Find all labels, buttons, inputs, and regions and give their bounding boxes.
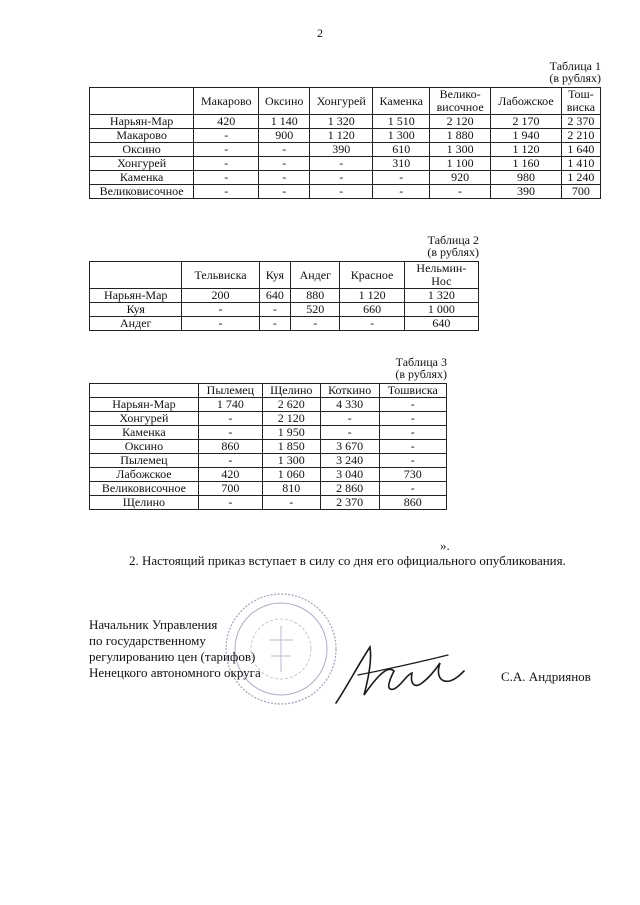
- row-header-cell: Каменка: [90, 171, 194, 185]
- table-row: [90, 185, 601, 199]
- table-cell: -: [310, 185, 373, 199]
- table3-caption: Таблица 3: [395, 355, 447, 369]
- table-cell: 1 410: [561, 157, 600, 171]
- table-cell: 1 950: [262, 426, 320, 440]
- table1-column-header: Тош- виска: [561, 88, 600, 115]
- table-cell: 420: [198, 468, 262, 482]
- table-cell: 640: [404, 317, 478, 331]
- table-cell: -: [259, 303, 291, 317]
- table-cell: 390: [310, 143, 373, 157]
- table-row: [90, 303, 479, 317]
- row-header-cell: Великовисочное: [90, 185, 194, 199]
- table-cell: 1 640: [561, 143, 600, 157]
- table-cell: 700: [561, 185, 600, 199]
- table-cell: 1 160: [491, 157, 562, 171]
- table-cell: 1 940: [491, 129, 562, 143]
- table-cell: 3 240: [320, 454, 379, 468]
- table-cell: 1 510: [373, 115, 430, 129]
- table1-column-header: Велико- височное: [430, 88, 491, 115]
- table1-header-row: [90, 88, 601, 115]
- table-cell: -: [194, 185, 259, 199]
- table-cell: -: [320, 426, 379, 440]
- table-cell: 3 040: [320, 468, 379, 482]
- table-row: [90, 496, 447, 510]
- table2-column-header: Нельмин- Нос: [404, 262, 478, 289]
- table-cell: 1 300: [430, 143, 491, 157]
- table-row: [90, 454, 447, 468]
- row-header-cell: Хонгурей: [90, 412, 199, 426]
- table-cell: 4 330: [320, 398, 379, 412]
- row-header-cell: Нарьян-Мар: [90, 115, 194, 129]
- table-cell: -: [379, 398, 446, 412]
- table-cell: 730: [379, 468, 446, 482]
- table-cell: 2 210: [561, 129, 600, 143]
- table3-caption-block: [280, 356, 447, 380]
- table-row: [90, 440, 447, 454]
- table3-column-header: Щелино: [262, 384, 320, 398]
- row-header-cell: Великовисочное: [90, 482, 199, 496]
- row-header-cell: Пылемец: [90, 454, 199, 468]
- table-cell: -: [259, 317, 291, 331]
- table-cell: -: [198, 496, 262, 510]
- table2-column-header: Красное: [340, 262, 404, 289]
- signatory-title-line-2: по государственному: [89, 633, 206, 648]
- table-cell: 1 060: [262, 468, 320, 482]
- table-cell: 900: [259, 129, 310, 143]
- table-cell: -: [182, 317, 259, 331]
- table-cell: 880: [291, 289, 340, 303]
- table2-column-header: Андег: [291, 262, 340, 289]
- table-cell: 1 880: [430, 129, 491, 143]
- handwritten-signature: [328, 625, 468, 720]
- table-row: [90, 482, 447, 496]
- table-cell: 980: [491, 171, 562, 185]
- table-cell: -: [310, 171, 373, 185]
- table3-column-header: Коткино: [320, 384, 379, 398]
- signatory-name: С.А. Андриянов: [501, 669, 591, 684]
- closing-quote: ».: [440, 538, 450, 553]
- row-header-cell: Нарьян-Мар: [90, 398, 199, 412]
- table2-header-row: [90, 262, 479, 289]
- table-cell: 810: [262, 482, 320, 496]
- row-header-cell: Каменка: [90, 426, 199, 440]
- table-cell: -: [259, 157, 310, 171]
- table1-column-header: Хонгурей: [310, 88, 373, 115]
- table-row: [90, 468, 447, 482]
- table-cell: 1 120: [340, 289, 404, 303]
- table2-caption: Таблица 2: [427, 233, 479, 247]
- table-cell: 640: [259, 289, 291, 303]
- table1-column-header: Оксино: [259, 88, 310, 115]
- table-cell: 1 850: [262, 440, 320, 454]
- table-cell: 1 100: [430, 157, 491, 171]
- table-cell: 520: [291, 303, 340, 317]
- table2-column-header: Куя: [259, 262, 291, 289]
- table-cell: -: [198, 426, 262, 440]
- table-cell: -: [198, 454, 262, 468]
- signatory-title-line-1: Начальник Управления: [89, 617, 218, 632]
- table-cell: 3 670: [320, 440, 379, 454]
- table-cell: 860: [198, 440, 262, 454]
- table-cell: 1 320: [310, 115, 373, 129]
- row-header-cell: Куя: [90, 303, 182, 317]
- table1-unit: (в рублях): [549, 71, 601, 85]
- table-row: [90, 115, 601, 129]
- table-cell: -: [194, 143, 259, 157]
- table-row: [90, 157, 601, 171]
- table-cell: -: [320, 412, 379, 426]
- table3-column-header: [90, 384, 199, 398]
- signature-block: [89, 617, 261, 681]
- table2-unit: (в рублях): [427, 245, 479, 259]
- row-header-cell: Хонгурей: [90, 157, 194, 171]
- table3-unit: (в рублях): [395, 367, 447, 381]
- table-cell: -: [291, 317, 340, 331]
- table-row: [90, 426, 447, 440]
- row-header-cell: Оксино: [90, 143, 194, 157]
- table1-column-header: [90, 88, 194, 115]
- table-cell: -: [430, 185, 491, 199]
- table-cell: -: [262, 496, 320, 510]
- table-cell: -: [379, 482, 446, 496]
- table-cell: -: [310, 157, 373, 171]
- table-cell: -: [259, 143, 310, 157]
- table-cell: 660: [340, 303, 404, 317]
- order-paragraph: 2. Настоящий приказ вступает в силу со дня его официального опубликования.: [129, 553, 566, 568]
- row-header-cell: Нарьян-Мар: [90, 289, 182, 303]
- table-row: [90, 317, 479, 331]
- table-cell: 1 300: [373, 129, 430, 143]
- table-cell: -: [373, 171, 430, 185]
- table-cell: -: [379, 412, 446, 426]
- row-header-cell: Макарово: [90, 129, 194, 143]
- table1-column-header: Макарово: [194, 88, 259, 115]
- table-cell: -: [194, 171, 259, 185]
- table-cell: -: [194, 157, 259, 171]
- table-cell: 2 370: [561, 115, 600, 129]
- table-row: [90, 412, 447, 426]
- table-cell: 390: [491, 185, 562, 199]
- table1-caption: Таблица 1: [549, 59, 601, 73]
- table-cell: -: [373, 185, 430, 199]
- table-cell: 1 140: [259, 115, 310, 129]
- table-cell: -: [379, 454, 446, 468]
- table-cell: 610: [373, 143, 430, 157]
- price-table-1: [89, 87, 601, 199]
- table-cell: 1 120: [310, 129, 373, 143]
- price-table-2: [89, 261, 479, 331]
- table-cell: 420: [194, 115, 259, 129]
- table-cell: -: [259, 171, 310, 185]
- page-number: 2: [317, 26, 323, 40]
- price-table-3: [89, 383, 447, 510]
- table-cell: 1 300: [262, 454, 320, 468]
- table-cell: -: [194, 129, 259, 143]
- table3-header-row: [90, 384, 447, 398]
- table-cell: 2 370: [320, 496, 379, 510]
- table-cell: 310: [373, 157, 430, 171]
- table-cell: 2 120: [262, 412, 320, 426]
- table-cell: 860: [379, 496, 446, 510]
- table-row: [90, 143, 601, 157]
- table-cell: 1 320: [404, 289, 478, 303]
- table-row: [90, 289, 479, 303]
- table3-column-header: Пылемец: [198, 384, 262, 398]
- table-cell: 2 620: [262, 398, 320, 412]
- table-cell: -: [182, 303, 259, 317]
- table-cell: 200: [182, 289, 259, 303]
- table-cell: 700: [198, 482, 262, 496]
- table2-caption-block: [300, 234, 479, 258]
- row-header-cell: Оксино: [90, 440, 199, 454]
- signatory-title-line-3: регулированию цен (тарифов): [89, 649, 256, 664]
- table-cell: -: [259, 185, 310, 199]
- row-header-cell: Лабожское: [90, 468, 199, 482]
- table-row: [90, 398, 447, 412]
- table2-column-header: [90, 262, 182, 289]
- table-row: [90, 171, 601, 185]
- table-cell: -: [379, 440, 446, 454]
- table-cell: 1 120: [491, 143, 562, 157]
- table-cell: 2 120: [430, 115, 491, 129]
- table2-column-header: Тельвиска: [182, 262, 259, 289]
- table-cell: 2 860: [320, 482, 379, 496]
- table-cell: 1 740: [198, 398, 262, 412]
- table1-column-header: Лабожское: [491, 88, 562, 115]
- table1-caption-block: [420, 60, 601, 84]
- table-cell: -: [340, 317, 404, 331]
- table-cell: 920: [430, 171, 491, 185]
- table1-column-header: Каменка: [373, 88, 430, 115]
- table-cell: -: [198, 412, 262, 426]
- row-header-cell: Андег: [90, 317, 182, 331]
- table-cell: -: [379, 426, 446, 440]
- signatory-title-line-4: Ненецкого автономного округа: [89, 665, 261, 680]
- row-header-cell: Щелино: [90, 496, 199, 510]
- table-cell: 1 240: [561, 171, 600, 185]
- table-row: [90, 129, 601, 143]
- table-cell: 2 170: [491, 115, 562, 129]
- table3-column-header: Тошвиска: [379, 384, 446, 398]
- table-cell: 1 000: [404, 303, 478, 317]
